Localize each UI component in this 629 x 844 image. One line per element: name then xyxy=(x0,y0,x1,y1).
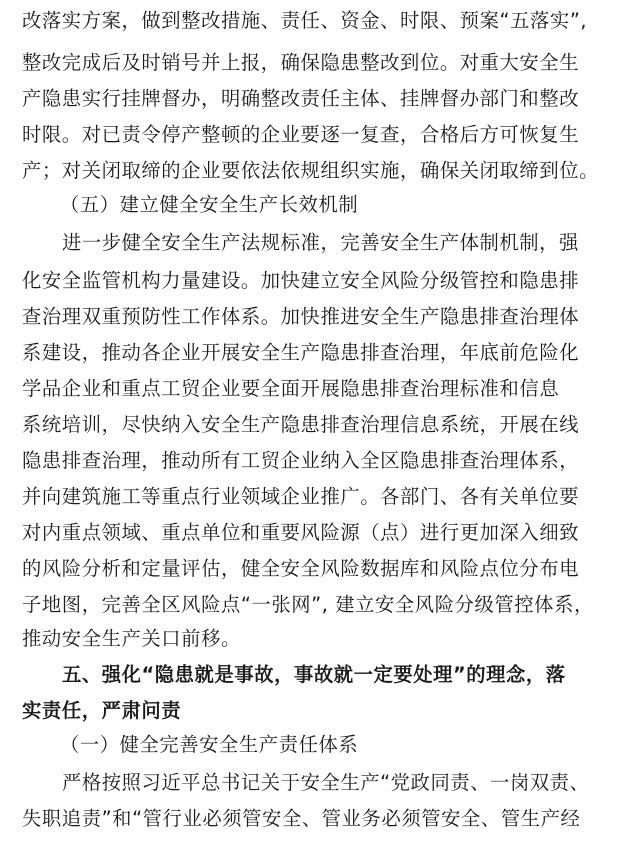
paragraph-line xyxy=(0,800,629,838)
line-text: 对内重点领域、重点单位和重要风险源（点）进行更加深入细致 xyxy=(22,521,580,544)
heading-text: （一）健全完善安全生产责任体系 xyxy=(60,733,359,756)
line-text: 的风险分析和定量评估，健全安全风险数据库和风险点位分布电 xyxy=(22,557,580,580)
paragraph-line xyxy=(0,80,629,118)
paragraph-line xyxy=(0,224,629,262)
heading-text: 实责任，严肃问责 xyxy=(22,699,182,722)
line-text: 整改完成后及时销号并上报，确保隐患整改到位。对重大安全生 xyxy=(22,51,580,74)
line-text: 子地图，完善全区风险点“一张网”, 建立安全风险分级管控体系， xyxy=(22,593,594,616)
line-text: 产隐患实行挂牌督办，明确整改责任主体、挂牌督办部门和整改 xyxy=(22,87,580,110)
line-text: 化安全监管机构力量建设。加快建立安全风险分级管控和隐患排 xyxy=(22,269,580,292)
section-heading xyxy=(0,186,629,224)
line-text: 改落实方案，做到整改措施、责任、资金、时限、预案“五落实”, xyxy=(22,9,588,32)
line-text: 隐患排查治理，推动所有工贸企业纳入全区隐患排查治理体系， xyxy=(22,449,580,472)
line-text: 严格按照习近平总书记关于安全生产“党政同责、一岗双责、 xyxy=(62,771,590,794)
chapter-heading xyxy=(0,692,629,730)
paragraph-line xyxy=(0,116,629,154)
paragraph-line xyxy=(0,620,629,658)
line-text: 产；对关闭取缔的企业要依法依规组织实施，确保关闭取缔到位。 xyxy=(22,159,600,182)
line-text: 进一步健全安全生产法规标准，完善安全生产体制机制，强 xyxy=(62,231,579,254)
heading-text: （五）建立健全安全生产长效机制 xyxy=(60,193,359,216)
line-text: 查治理双重预防性工作体系。加快推进安全生产隐患排查治理体 xyxy=(22,305,580,328)
paragraph-line xyxy=(0,334,629,372)
paragraph-line xyxy=(0,764,629,802)
paragraph-line xyxy=(0,550,629,588)
line-text: 系统培训，尽快纳入安全生产隐患排查治理信息系统，开展在线 xyxy=(22,413,580,436)
paragraph-line xyxy=(0,152,629,190)
paragraph-line xyxy=(0,478,629,516)
heading-text: 五、强化“隐患就是事故，事故就一定要处理”的理念，落 xyxy=(62,663,566,686)
paragraph-line xyxy=(0,262,629,300)
paragraph-line xyxy=(0,44,629,82)
line-text: 推动安全生产关口前移。 xyxy=(22,627,241,650)
paragraph-line xyxy=(0,298,629,336)
paragraph-line xyxy=(0,2,629,40)
line-text: 失职追责”和“管行业必须管安全、管业务必须管安全、管生产经 xyxy=(22,807,581,830)
chapter-heading xyxy=(0,656,629,694)
paragraph-line xyxy=(0,370,629,408)
paragraph-line xyxy=(0,514,629,552)
line-text: 系建设，推动各企业开展安全生产隐患排查治理，年底前危险化 xyxy=(22,341,580,364)
line-text: 并向建筑施工等重点行业领域企业推广。各部门、各有关单位要 xyxy=(22,485,580,508)
paragraph-line xyxy=(0,406,629,444)
line-text: 学品企业和重点工贸企业要全面开展隐患排查治理标准和信息 xyxy=(22,377,560,400)
line-text: 时限。对已责令停产整顿的企业要逐一复查，合格后方可恢复生 xyxy=(22,123,580,146)
section-heading xyxy=(0,726,629,764)
paragraph-line xyxy=(0,586,629,624)
paragraph-line xyxy=(0,442,629,480)
